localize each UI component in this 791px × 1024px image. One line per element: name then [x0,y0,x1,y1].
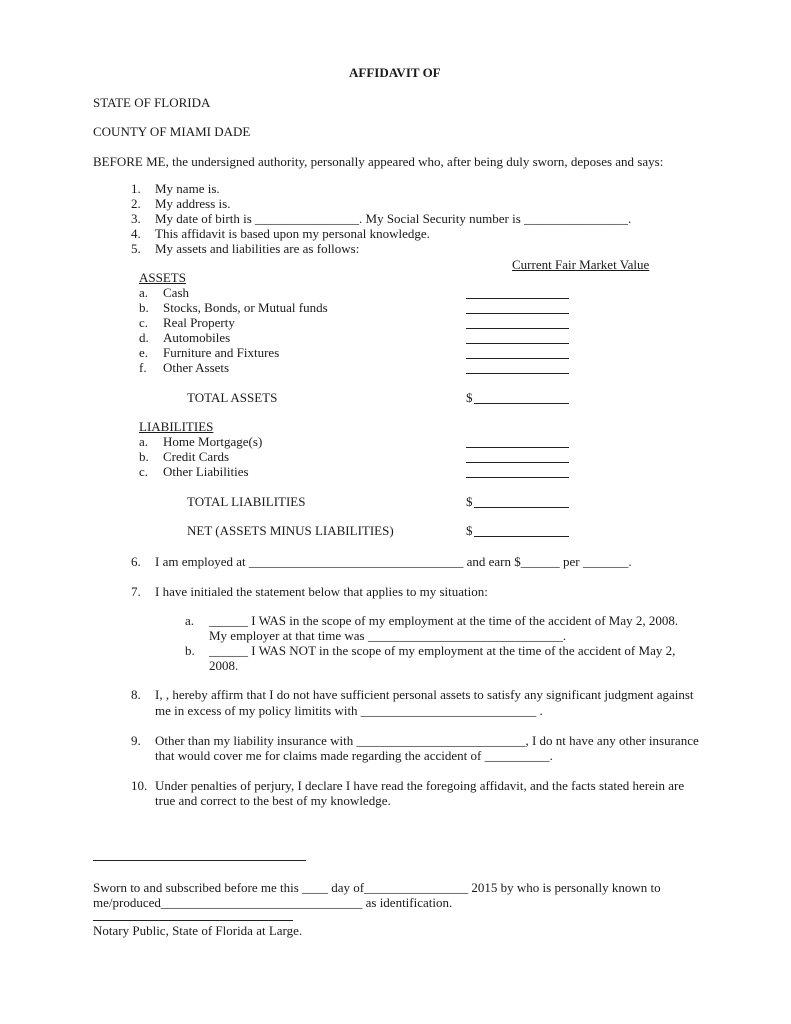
assets-header: ASSETS [139,270,186,285]
option-letter: a. [185,613,195,628]
asset-letter: b. [139,300,149,315]
liability-label: Credit Cards [163,449,230,464]
asset-letter: d. [139,330,149,345]
intro-paragraph: BEFORE ME, the undersigned authority, personally appeared who, after being duly sworn, deposes and says: [93,154,664,169]
liability-label: Home Mortgage(s) [163,434,263,449]
asset-letter: e. [139,345,149,360]
item-text: My date of birth is ________________. My Social Security number is ________________. [155,211,632,226]
asset-label: Furniture and Fixtures [163,345,280,360]
asset-value-blank[interactable] [466,328,569,329]
item-text: My assets and liabilities are as follows: [155,241,360,256]
item-text: My address is. [155,196,231,211]
net-label: NET (ASSETS MINUS LIABILITIES) [187,523,394,538]
option-letter: b. [185,643,195,658]
liability-value-blank[interactable] [466,462,569,463]
state-line: STATE OF FLORIDA [93,95,211,110]
document-title: AFFIDAVIT OF [349,65,441,80]
item-text: true and correct to the best of my knowledge. [155,793,391,808]
item-text: I have initialed the statement below that applies to my situation: [155,584,488,599]
item-number: 10. [131,778,148,793]
option-a-text: ______ I WAS in the scope of my employment at the time of the accident of May 2, 2008. [209,613,679,628]
liability-letter: a. [139,434,149,449]
asset-value-blank[interactable] [466,313,569,314]
liability-value-blank[interactable] [466,477,569,478]
item-number: 4. [131,226,141,241]
asset-value-blank[interactable] [466,373,569,374]
item-text: My name is. [155,181,220,196]
item-number: 6. [131,554,141,569]
total-liabilities-blank[interactable] [474,507,569,508]
signature-line[interactable] [93,860,306,861]
total-assets-blank[interactable] [474,403,569,404]
liability-letter: b. [139,449,149,464]
fair-market-value-header: Current Fair Market Value [512,257,650,272]
item-number: 7. [131,584,141,599]
asset-value-blank[interactable] [466,343,569,344]
asset-letter: a. [139,285,149,300]
sworn-statement: Sworn to and subscribed before me this ____ day of________________ 2015 by who is personally known to [93,880,661,895]
liability-value-blank[interactable] [466,447,569,448]
total-liabilities-label: TOTAL LIABILITIES [187,494,306,509]
item-text: Under penalties of perjury, I declare I have read the foregoing affidavit, and the facts stated herein are [155,778,685,793]
asset-label: Other Assets [163,360,230,375]
asset-label: Real Property [163,315,235,330]
sworn-statement: me/produced_______________________________ as identification. [93,895,453,910]
asset-value-blank[interactable] [466,298,569,299]
currency-symbol: $ [466,523,473,538]
item-number: 2. [131,196,141,211]
option-b-text: 2008. [209,658,239,673]
item-number: 8. [131,687,141,702]
notary-caption: Notary Public, State of Florida at Large. [93,923,303,938]
item-number: 3. [131,211,141,226]
notary-signature-line[interactable] [93,920,293,921]
item-number: 1. [131,181,141,196]
asset-letter: f. [139,360,147,375]
item-text: Other than my liability insurance with __________________________, I do nt have any other insurance [155,733,699,748]
item-text: I, , hereby affirm that I do not have sufficient personal assets to satisfy any significant judgment against [155,687,694,702]
option-a-text: My employer at that time was ______________________________. [209,628,567,643]
asset-label: Automobiles [163,330,231,345]
option-b-text: ______ I WAS NOT in the scope of my employment at the time of the accident of May 2, [209,643,676,658]
total-assets-label: TOTAL ASSETS [187,390,278,405]
liability-label: Other Liabilities [163,464,249,479]
item-text: I am employed at _________________________________ and earn $______ per _______. [155,554,632,569]
liability-letter: c. [139,464,149,479]
asset-label: Stocks, Bonds, or Mutual funds [163,300,328,315]
asset-letter: c. [139,315,149,330]
item-text: This affidavit is based upon my personal knowledge. [155,226,430,241]
asset-value-blank[interactable] [466,358,569,359]
currency-symbol: $ [466,390,473,405]
county-line: COUNTY OF MIAMI DADE [93,124,251,139]
asset-label: Cash [163,285,189,300]
item-text: that would cover me for claims made regarding the accident of __________. [155,748,553,763]
item-number: 9. [131,733,141,748]
item-number: 5. [131,241,141,256]
currency-symbol: $ [466,494,473,509]
liabilities-header: LIABILITIES [139,419,214,434]
item-text: me in excess of my policy limitits with ___________________________ . [155,703,543,718]
net-blank[interactable] [474,536,569,537]
